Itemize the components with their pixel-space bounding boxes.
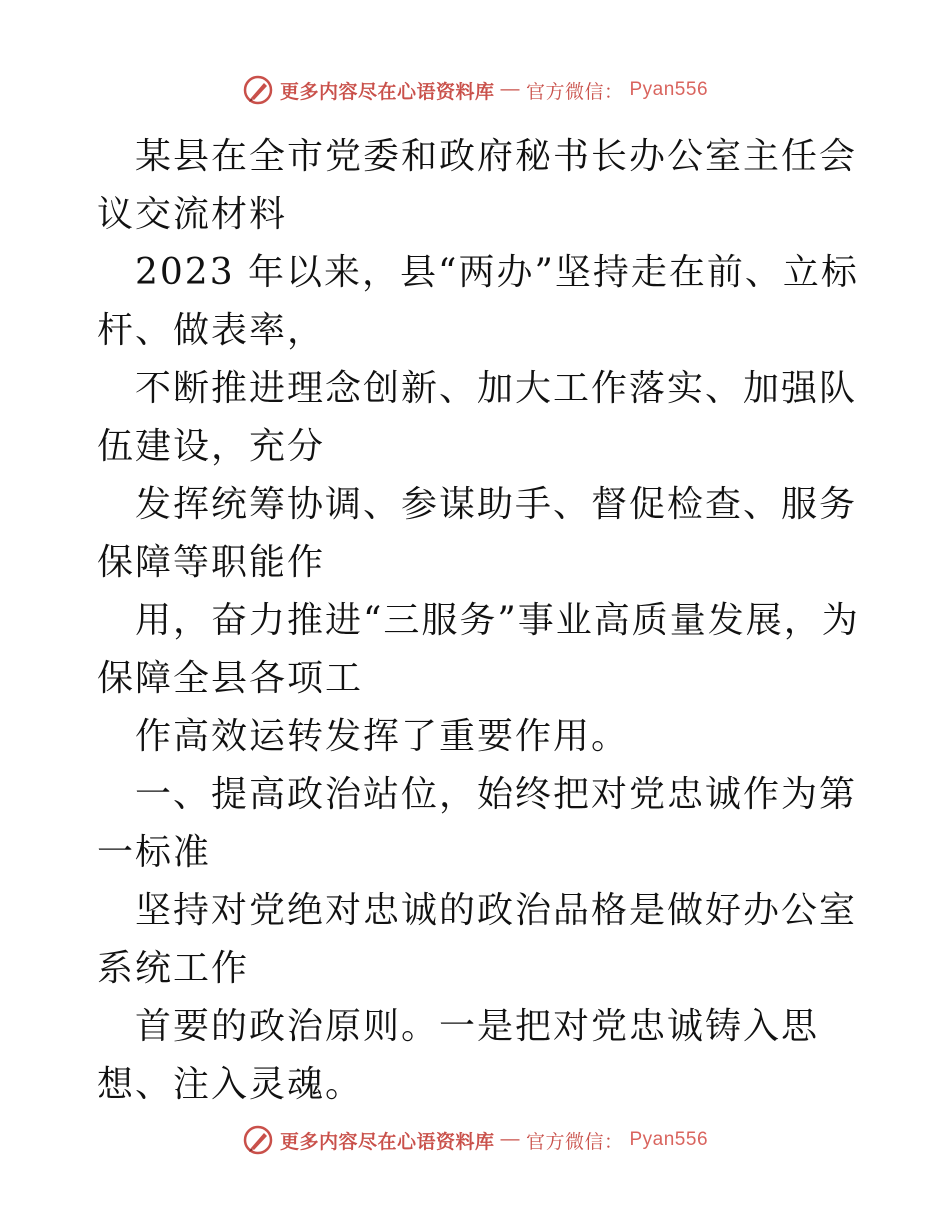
footer-brand-text: 更多内容尽在心语资料库 [279,1130,495,1153]
paragraph: 坚持对党绝对忠诚的政治品格是做好办公室系统工作 [97,890,858,989]
paragraph: 2023 年以来，县“两办”坚持走在前、立标杆、做表率， [97,252,859,351]
section-heading: 一、提高政治站位，始终把对党忠诚作为第一标准 [97,774,858,873]
footer-contact-id: Pyan556 [629,1129,709,1150]
pen-logo-icon [242,74,274,106]
paragraph: 首要的政治原则。一是把对党忠诚铸入思想、注入灵魂。 [97,1006,820,1105]
paragraph-title: 某县在全市党委和政府秘书长办公室主任会议交流材料 [97,136,858,235]
header-brand-text: 更多内容尽在心语资料库 [279,80,495,103]
footer-separator: — [500,1129,520,1150]
header-separator: — [500,79,520,100]
pen-logo-icon [242,1124,274,1156]
header-contact-id: Pyan556 [629,79,709,100]
paragraph: 用，奋力推进“三服务”事业高质量发展，为保障全县各项工 [97,600,860,699]
footer-watermark [0,1120,950,1160]
footer-contact-label: 官方微信： [525,1130,624,1153]
paragraph: 作高效运转发挥了重要作用。 [135,716,630,757]
header-watermark [0,70,950,110]
paragraph: 不断推进理念创新、加大工作落实、加强队伍建设，充分 [97,368,858,467]
paragraph: 发挥统筹协调、参谋助手、督促检查、服务保障等职能作 [97,484,858,583]
header-contact-label: 官方微信： [525,80,624,103]
document-body [97,128,867,1114]
